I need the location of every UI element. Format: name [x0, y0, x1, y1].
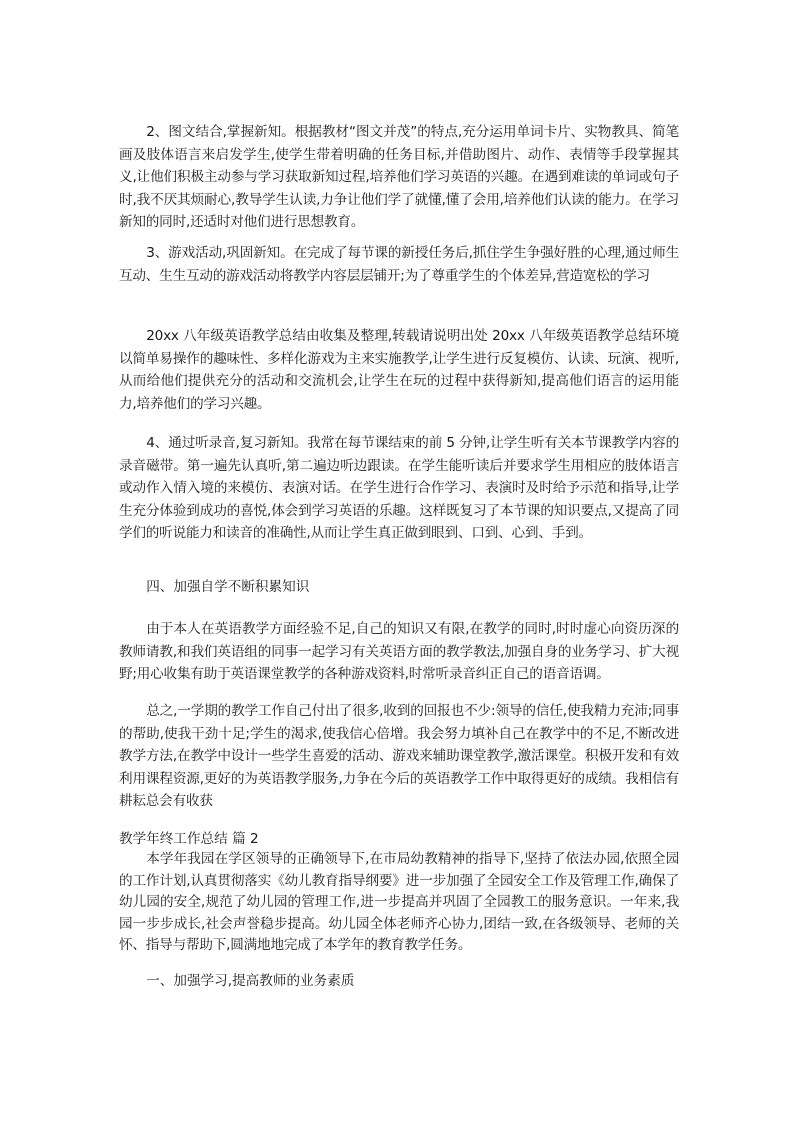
paragraph-picture-text: 2、图文结合,掌握新知。根据教材“图文并茂”的特点,充分运用单词卡片、实物教具、简笔画及肢体语言来启发学生,使学生带着明确的任务目标,并借助图片、动作、表情等手段掌握其义,让他们积极主动参与学习获取新知过程,培养他们学习英语的兴趣。在遇到难读的单词或句子时,我不厌其烦耐心,教导学生认读,力争让他们学了就懂,懂了会用,培养他们认读的能力。在学习新知的同时,还适时对他们进行思想教育。 — [119, 124, 679, 230]
article-subtitle: 教学年终工作总结 篇 2 — [119, 831, 259, 847]
section-heading-study: 一、加强学习,提高教师的业务素质 — [146, 973, 355, 989]
paragraph-environment: 20xx 八年级英语教学总结由收集及整理,转载请说明出处 20xx 八年级英语教学总结环境以简单易操作的趣味性、多样化游戏为主来实施教学,让学生进行反复模仿、认读、玩演、视听,从而给他们提供充分的活动和交流机会,让学生在玩的过程中获得新知,提高他们语言的运用能力,培养他们的学习兴趣。 — [119, 328, 679, 412]
paragraph-kindergarten: 本学年我园在学区领导的正确领导下,在市局幼教精神的指导下,坚持了依法办园,依照全园的工作计划,认真贯彻落实《幼儿教育指导纲要》进一步加强了全园安全工作及管理工作,确保了幼儿园的安全,规范了幼儿园的管理工作,进一步提高并巩固了全园教工的服务意识。一年来,我园一步步成长,社会声誉稳步提高。幼儿园全体老师齐心协力,团结一致,在各级领导、老师的关怀、指导与帮助下,圆满地地完成了本学年的教育教学任务。 — [119, 851, 679, 953]
paragraph-summary: 总之,一学期的教学工作自己付出了很多,收到的回报也不少:领导的信任,使我精力充沛;同事的帮助,使我干劲十足;学生的渴求,使我信心倍增。我会努力填补自己在教学中的不足,不断改进教学方法,在教学中设计一些学生喜爱的活动、游戏来辅助课堂教学,激活课堂。积极开发和有效利用课程资源,更好的为英语教学服务,力争在今后的英语教学工作中取得更好的成绩。我相信有耕耘总会有收获 — [119, 703, 679, 809]
section-heading-self-study: 四、加强自学不断积累知识 — [146, 579, 310, 595]
paragraph-games: 3、游戏活动,巩固新知。在完成了每节课的新授任务后,抓住学生争强好胜的心理,通过师生互动、生生互动的游戏活动将教学内容层层铺开;为了尊重学生的个体差异,营造宽松的学习 — [119, 245, 679, 284]
paragraph-listening: 4、通过听录音,复习新知。我常在每节课结束的前 5 分钟,让学生听有关本节课教学内容的录音磁带。第一遍先认真听,第二遍边听边跟读。在学生能听读后并要求学生用相应的肢体语言或动作入情入境的来模仿、表演对话。在学生进行合作学习、表演时及时给予示范和指导,让学生充分体验到成功的喜悦,体会到学习英语的乐趣。这样既复习了本节课的知识要点,又提高了同学们的听说能力和读音的准确性,从而让学生真正做到眼到、口到、心到、手到。 — [119, 435, 679, 541]
paragraph-self-study: 由于本人在英语教学方面经验不足,自己的知识又有限,在教学的同时,时时虚心向资历深的教师请教,和我们英语组的同事一起学习有关英语方面的教学教法,加强自身的业务学习、扩大视野;用心收集有助于英语课堂教学的各种游戏资料,时常听录音纠正自己的语音语调。 — [119, 621, 679, 682]
